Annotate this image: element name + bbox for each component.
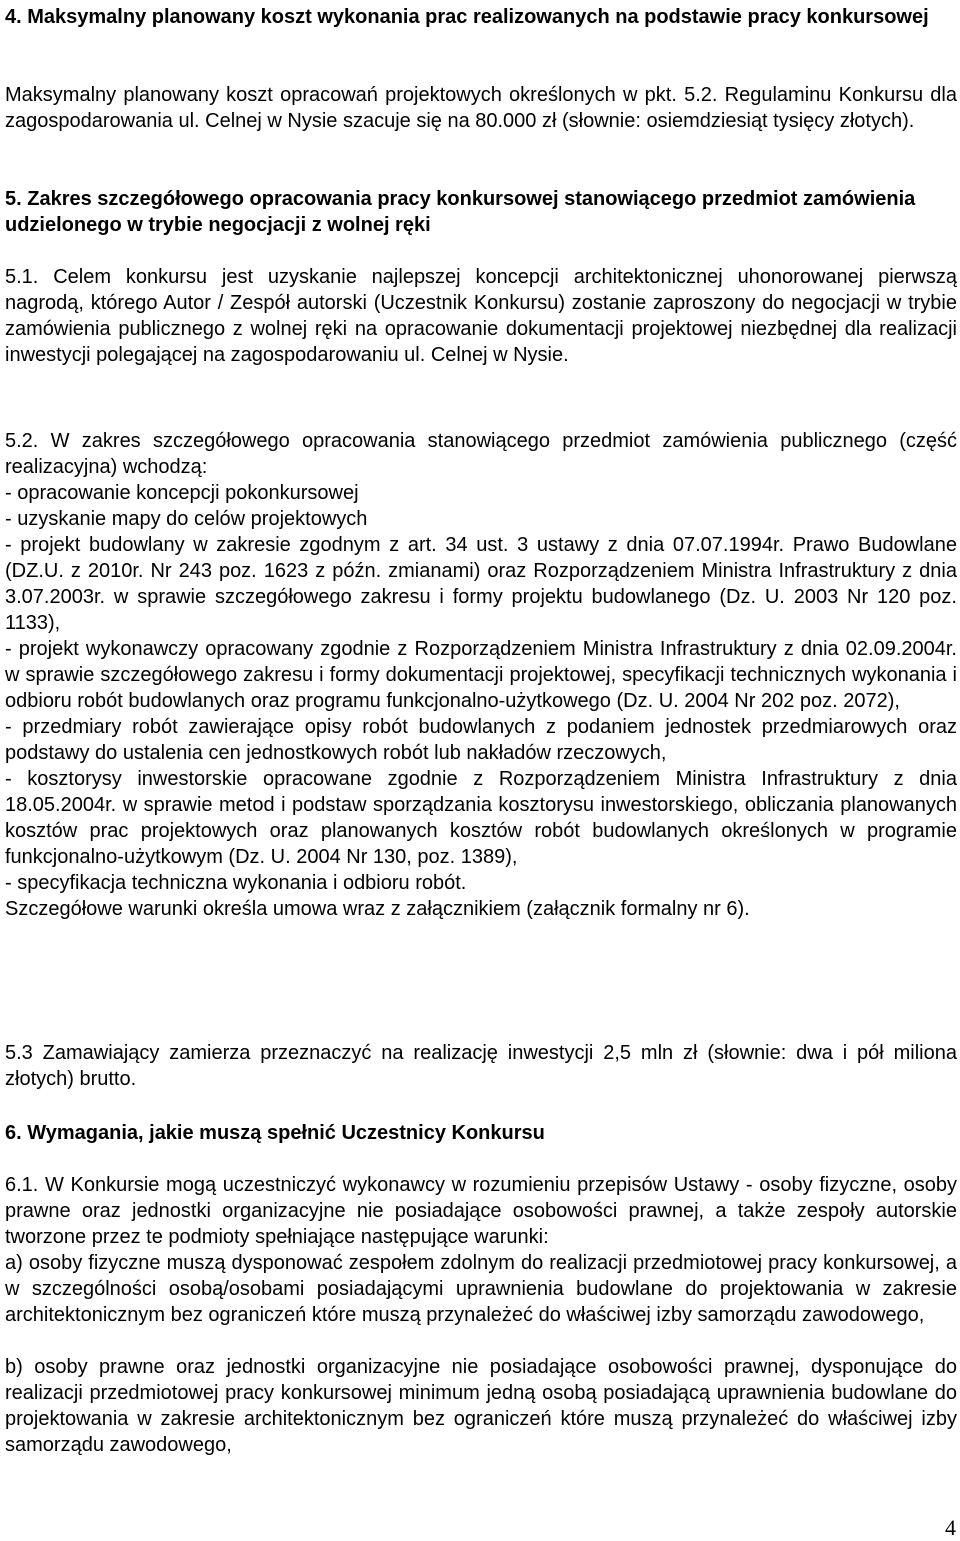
list-item: - uzyskanie mapy do celów projektowych: [5, 508, 368, 530]
list-item: - projekt wykonawczy opracowany zgodnie z Rozporządzeniem Ministra Infrastruktury z dnia 02.09.2004r. w sprawie szczegółowego zakresu i formy dokumentacji projektowej, specyfikacji technicznych wykonania i odbioru robót budowlanych oraz programu funkcjonalno-użytkowego (Dz. U. 2004 Nr 202 poz. 2072),: [5, 638, 957, 712]
paragraph-6-1-intro: 6.1. W Konkursie mogą uczestniczyć wykonawcy w rozumieniu przepisów Ustawy - osoby fizyczne, osoby prawne oraz jednostki organizacyjne nie posiadające osobowości prawnej, a także zespoły autorskie tworzone przez te podmioty spełniające następujące warunki:: [5, 1174, 957, 1248]
paragraph-6-1-b: b) osoby prawne oraz jednostki organizacyjne nie posiadające osobowości prawnej, dysponujące do realizacji przedmiotowej pracy konkursowej minimum jedną osobą posiadającą uprawnienia budowlane do projektowania w zakresie architektonicznym bez ograniczeń które muszą przynależeć do właściwej izby samorządu zawodowego,: [5, 1356, 957, 1456]
paragraph-5-1: 5.1. Celem konkursu jest uzyskanie najlepszej koncepcji architektonicznej uhonorowanej pierwszą nagrodą, którego Autor / Zespół autorski (Uczestnik Konkursu) zostanie zaproszony do negocjacji w trybie zamówienia publicznego z wolnej ręki na opracowanie dokumentacji projektowej niezbędnej dla realizacji inwestycji polegającej na zagospodarowaniu ul. Celnej w Nysie.: [5, 266, 957, 366]
list-item: - specyfikacja techniczna wykonania i odbioru robót.: [5, 872, 467, 894]
section-4-paragraph: Maksymalny planowany koszt opracowań projektowych określonych w pkt. 5.2. Regulaminu Konkursu dla zagospodarowania ul. Celnej w Nysie szacuje się na 80.000 zł (słownie: osiemdziesiąt tysięcy złotych).: [5, 84, 957, 132]
paragraph-6-1-a: a) osoby fizyczne muszą dysponować zespołem zdolnym do realizacji przedmiotowej pracy konkursowej, a w szczególności osobą/osobami posiadającymi uprawnienia budowlane do projektowania w zakresie architektonicznym bez ograniczeń które muszą przynależeć do właściwej izby samorządu zawodowego,: [5, 1252, 957, 1326]
list-item: - przedmiary robót zawierające opisy robót budowlanych z podaniem jednostek przedmiarowych oraz podstawy do ustalenia cen jednostkowych robót lub nakładów rzeczowych,: [5, 716, 957, 764]
list-item: - kosztorysy inwestorskie opracowane zgodnie z Rozporządzeniem Ministra Infrastruktury z dnia 18.05.2004r. w sprawie metod i podstaw sporządzania kosztorysu inwestorskiego, obliczania planowanych kosztów prac projektowych oraz planowanych kosztów robót budowlanych określonych w programie funkcjonalno-użytkowym (Dz. U. 2004 Nr 130, poz. 1389),: [5, 768, 957, 868]
paragraph-5-2-list: [5, 480, 957, 922]
section-6-heading: 6. Wymagania, jakie muszą spełnić Uczestnicy Konkursu: [5, 1122, 545, 1144]
list-item: Szczegółowe warunki określa umowa wraz z załącznikiem (załącznik formalny nr 6).: [5, 898, 750, 920]
section-4-heading: 4. Maksymalny planowany koszt wykonania prac realizowanych na podstawie pracy konkursowej: [5, 6, 929, 28]
list-item: - opracowanie koncepcji pokonkursowej: [5, 482, 359, 504]
page-number: 4: [945, 1515, 956, 1540]
section-5-heading: 5. Zakres szczegółowego opracowania pracy konkursowej stanowiącego przedmiot zamówienia udzielonego w trybie negocjacji z wolnej ręki: [5, 188, 916, 236]
paragraph-5-2-intro: 5.2. W zakres szczegółowego opracowania stanowiącego przedmiot zamówienia publicznego (część realizacyjna) wchodzą:: [5, 430, 957, 478]
paragraph-5-3: 5.3 Zamawiający zamierza przeznaczyć na realizację inwestycji 2,5 mln zł (słownie: dwa i pół miliona złotych) brutto.: [5, 1042, 957, 1090]
list-item: - projekt budowlany w zakresie zgodnym z art. 34 ust. 3 ustawy z dnia 07.07.1994r. Prawo Budowlane (DZ.U. z 2010r. Nr 243 poz. 1623 z późn. zmianami) oraz Rozporządzeniem Ministra Infrastruktury z dnia 3.07.2003r. w sprawie szczegółowego zakresu i formy projektu budowlanego (Dz. U. 2003 Nr 120 poz. 1133),: [5, 534, 957, 634]
